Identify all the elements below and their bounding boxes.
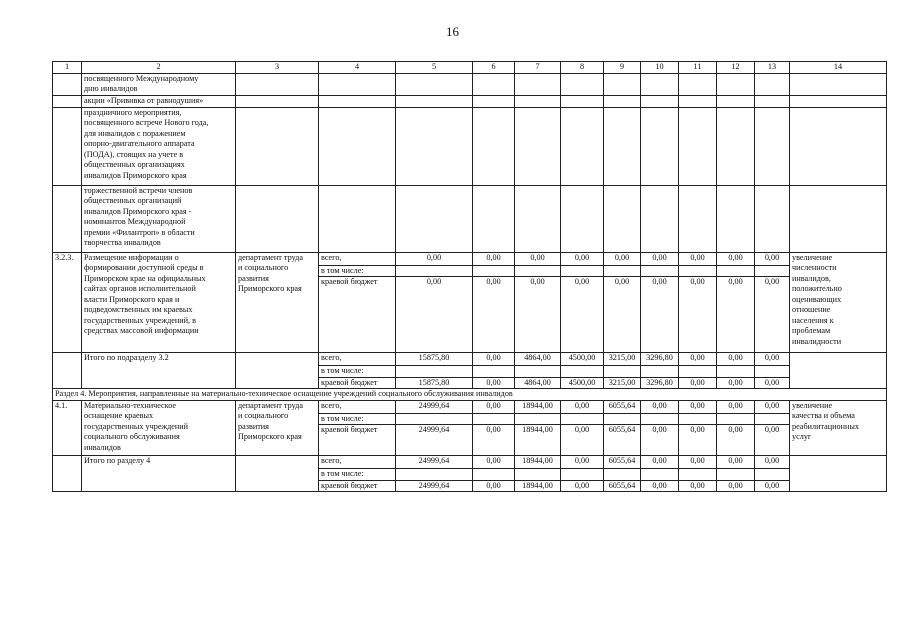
amount-cell [396, 469, 473, 481]
amount-cell: 0,00 [561, 456, 604, 469]
column-number: 9 [604, 62, 641, 74]
column-number: 14 [790, 62, 887, 74]
table-cell [604, 95, 641, 107]
amount-cell [717, 265, 755, 277]
amount-cell: 0,00 [473, 480, 515, 492]
amount-cell [561, 366, 604, 378]
table-cell [53, 95, 82, 107]
amount-cell [641, 469, 679, 481]
amount-cell: 3215,00 [604, 353, 641, 366]
amount-cell: 0,00 [755, 353, 790, 366]
column-number: 6 [473, 62, 515, 74]
table-cell [641, 185, 679, 252]
amount-cell: 0,00 [515, 277, 561, 353]
amount-cell: 0,00 [473, 425, 515, 456]
table-cell [319, 185, 396, 252]
amount-cell: 24999,64 [396, 425, 473, 456]
amount-cell [641, 413, 679, 425]
table-row [53, 185, 887, 252]
amount-cell [396, 413, 473, 425]
amount-cell: 24999,64 [396, 400, 473, 413]
column-number: 8 [561, 62, 604, 74]
amount-cell [561, 469, 604, 481]
table-cell [515, 73, 561, 95]
amount-cell: 0,00 [561, 425, 604, 456]
amount-cell [473, 366, 515, 378]
program-table [52, 61, 887, 492]
table-row [53, 353, 887, 366]
amount-cell: 0,00 [755, 456, 790, 469]
table-cell [679, 107, 717, 185]
column-number: 4 [319, 62, 396, 74]
amount-cell: 24999,64 [396, 480, 473, 492]
table-row [53, 95, 887, 107]
amount-cell: 0,00 [561, 400, 604, 413]
amount-cell: 0,00 [641, 425, 679, 456]
funding-source: всего, [319, 400, 396, 413]
amount-cell: 0,00 [717, 425, 755, 456]
amount-cell: 0,00 [396, 277, 473, 353]
amount-cell: 4864,00 [515, 353, 561, 366]
table-cell [236, 95, 319, 107]
table-cell [717, 107, 755, 185]
table-cell [53, 185, 82, 252]
amount-cell: 0,00 [604, 252, 641, 265]
page-number: 16 [446, 24, 459, 39]
executor: департамент труда и социального развития Приморского края [236, 252, 319, 353]
funding-source: всего, [319, 252, 396, 265]
funding-source: всего, [319, 456, 396, 469]
amount-cell: 6055,64 [604, 425, 641, 456]
item-name: Материально-техническое оснащение краевых государственных учреждений социального обслуживания инвалидов [82, 400, 236, 456]
amount-cell: 0,00 [717, 400, 755, 413]
amount-cell [515, 366, 561, 378]
table-body [53, 62, 887, 492]
amount-cell: 0,00 [561, 480, 604, 492]
item-code [53, 353, 82, 389]
amount-cell [515, 469, 561, 481]
table-cell [473, 107, 515, 185]
table-cell [561, 95, 604, 107]
amount-cell: 6055,64 [604, 400, 641, 413]
amount-cell: 0,00 [717, 456, 755, 469]
table-cell [717, 95, 755, 107]
amount-cell: 18944,00 [515, 425, 561, 456]
amount-cell: 0,00 [641, 400, 679, 413]
table-cell [515, 185, 561, 252]
amount-cell [717, 469, 755, 481]
item-code: 3.2.3. [53, 252, 82, 353]
amount-cell: 0,00 [755, 400, 790, 413]
amount-cell: 0,00 [717, 480, 755, 492]
table-cell [396, 185, 473, 252]
table-cell [790, 95, 887, 107]
table-cell [755, 95, 790, 107]
amount-cell: 0,00 [561, 252, 604, 265]
amount-cell [473, 469, 515, 481]
amount-cell: 0,00 [473, 277, 515, 353]
amount-cell [755, 413, 790, 425]
table-cell [396, 107, 473, 185]
table-cell [561, 73, 604, 95]
table-cell [396, 73, 473, 95]
table-cell [319, 95, 396, 107]
table-cell [515, 107, 561, 185]
table-cell [790, 185, 887, 252]
amount-cell [604, 366, 641, 378]
column-number: 1 [53, 62, 82, 74]
amount-cell: 0,00 [717, 277, 755, 353]
table-cell [641, 73, 679, 95]
amount-cell: 0,00 [679, 252, 717, 265]
table-cell [717, 185, 755, 252]
table-cell [641, 107, 679, 185]
amount-cell: 4500,00 [561, 377, 604, 389]
table-cell [473, 185, 515, 252]
amount-cell: 0,00 [679, 425, 717, 456]
amount-cell: 0,00 [473, 252, 515, 265]
funding-source: краевой бюджет [319, 277, 396, 353]
amount-cell [717, 366, 755, 378]
amount-cell [679, 413, 717, 425]
expected-result [790, 353, 887, 389]
amount-cell: 0,00 [679, 377, 717, 389]
table-cell: акции «Прививка от равнодушия» [82, 95, 236, 107]
table-cell [790, 73, 887, 95]
amount-cell: 0,00 [473, 353, 515, 366]
amount-cell: 0,00 [641, 456, 679, 469]
funding-source: в том числе: [319, 469, 396, 481]
amount-cell: 24999,64 [396, 456, 473, 469]
table-cell [755, 73, 790, 95]
table-cell [790, 107, 887, 185]
table-cell: посвященного Международному дню инвалидов [82, 73, 236, 95]
funding-source: краевой бюджет [319, 480, 396, 492]
amount-cell [755, 366, 790, 378]
amount-cell [641, 366, 679, 378]
table-row [53, 252, 887, 265]
amount-cell: 0,00 [755, 425, 790, 456]
amount-cell: 0,00 [604, 277, 641, 353]
table-cell: торжественной встречи членов общественных организаций инвалидов Приморского края - номинантов Международной премии «Филантроп» в области творчества инвалидов [82, 185, 236, 252]
expected-result: увеличение численности инвалидов, положительно оценивающих отношение населения к проблемам инвалидности [790, 252, 887, 353]
amount-cell: 0,00 [473, 400, 515, 413]
amount-cell: 0,00 [755, 480, 790, 492]
table-row [53, 62, 887, 74]
table-cell [604, 185, 641, 252]
column-number: 12 [717, 62, 755, 74]
table-cell [717, 73, 755, 95]
amount-cell: 0,00 [717, 377, 755, 389]
amount-cell [717, 413, 755, 425]
table-cell [473, 95, 515, 107]
amount-cell [515, 413, 561, 425]
amount-cell: 0,00 [679, 353, 717, 366]
amount-cell: 0,00 [679, 480, 717, 492]
table-cell [641, 95, 679, 107]
table-cell [236, 185, 319, 252]
amount-cell: 18944,00 [515, 456, 561, 469]
total-label: Итого по подразделу 3.2 [82, 353, 236, 389]
executor [236, 456, 319, 492]
column-number: 13 [755, 62, 790, 74]
amount-cell: 0,00 [755, 277, 790, 353]
amount-cell [604, 413, 641, 425]
amount-cell [755, 469, 790, 481]
expected-result [790, 456, 887, 492]
amount-cell: 0,00 [473, 377, 515, 389]
executor: департамент труда и социального развития Приморского края [236, 400, 319, 456]
amount-cell: 3296,80 [641, 377, 679, 389]
amount-cell [396, 366, 473, 378]
amount-cell [604, 469, 641, 481]
column-number: 2 [82, 62, 236, 74]
table-cell [396, 95, 473, 107]
amount-cell [396, 265, 473, 277]
table-cell [604, 73, 641, 95]
amount-cell [561, 413, 604, 425]
table-row [53, 389, 887, 401]
funding-source: в том числе: [319, 413, 396, 425]
column-number: 7 [515, 62, 561, 74]
amount-cell: 0,00 [717, 353, 755, 366]
column-number: 11 [679, 62, 717, 74]
item-code [53, 456, 82, 492]
total-label: Итого по разделу 4 [82, 456, 236, 492]
expected-result: увеличение качества и объема реабилитационных услуг [790, 400, 887, 456]
amount-cell: 4864,00 [515, 377, 561, 389]
amount-cell: 18944,00 [515, 400, 561, 413]
amount-cell [515, 265, 561, 277]
amount-cell: 0,00 [755, 252, 790, 265]
item-code: 4.1. [53, 400, 82, 456]
amount-cell: 0,00 [679, 456, 717, 469]
amount-cell [679, 265, 717, 277]
table-row [53, 107, 887, 185]
amount-cell: 6055,64 [604, 456, 641, 469]
amount-cell: 0,00 [717, 252, 755, 265]
funding-source: краевой бюджет [319, 425, 396, 456]
table-cell [561, 185, 604, 252]
amount-cell: 15875,80 [396, 377, 473, 389]
amount-cell: 0,00 [396, 252, 473, 265]
amount-cell: 0,00 [641, 277, 679, 353]
table-cell [679, 73, 717, 95]
amount-cell: 3215,00 [604, 377, 641, 389]
section-heading: Раздел 4. Мероприятия, направленные на материально-техническое оснащение учреждений социального обслуживания инвалидов [53, 389, 887, 401]
amount-cell: 0,00 [641, 480, 679, 492]
table-row [53, 400, 887, 413]
amount-cell: 0,00 [679, 400, 717, 413]
amount-cell: 6055,64 [604, 480, 641, 492]
table-cell [319, 73, 396, 95]
amount-cell [755, 265, 790, 277]
funding-source: всего, [319, 353, 396, 366]
table-cell [604, 107, 641, 185]
table-cell [473, 73, 515, 95]
table-cell [679, 185, 717, 252]
amount-cell [561, 265, 604, 277]
amount-cell [473, 265, 515, 277]
table-cell [679, 95, 717, 107]
amount-cell: 4500,00 [561, 353, 604, 366]
table-cell [53, 73, 82, 95]
amount-cell [473, 413, 515, 425]
amount-cell [679, 366, 717, 378]
amount-cell [679, 469, 717, 481]
table-cell [561, 107, 604, 185]
amount-cell: 0,00 [641, 252, 679, 265]
item-name: Размещение информации о формировании доступной среды в Приморском крае на официальных сайтах органов исполнительной власти Приморского края и подведомственных им краевых государственных учреждений, в средствах массовой информации [82, 252, 236, 353]
table-cell [236, 73, 319, 95]
amount-cell: 0,00 [473, 456, 515, 469]
table-cell [236, 107, 319, 185]
table-cell [515, 95, 561, 107]
amount-cell: 0,00 [679, 277, 717, 353]
executor [236, 353, 319, 389]
amount-cell [604, 265, 641, 277]
amount-cell: 18944,00 [515, 480, 561, 492]
amount-cell: 3296,80 [641, 353, 679, 366]
amount-cell: 0,00 [561, 277, 604, 353]
table-row [53, 73, 887, 95]
amount-cell [641, 265, 679, 277]
funding-source: в том числе: [319, 366, 396, 378]
table-cell [755, 185, 790, 252]
table-cell: праздничного мероприятия, посвященного встрече Нового года, для инвалидов с поражением опорно-двигательного аппарата (ПОДА), стоящих на учете в общественных организациях инвалидов Приморского края [82, 107, 236, 185]
column-number: 3 [236, 62, 319, 74]
table-cell [53, 107, 82, 185]
amount-cell: 0,00 [515, 252, 561, 265]
amount-cell: 15875,80 [396, 353, 473, 366]
table-row [53, 456, 887, 469]
amount-cell: 0,00 [755, 377, 790, 389]
column-number: 10 [641, 62, 679, 74]
column-number: 5 [396, 62, 473, 74]
table-cell [755, 107, 790, 185]
table-cell [319, 107, 396, 185]
funding-source: краевой бюджет [319, 377, 396, 389]
funding-source: в том числе: [319, 265, 396, 277]
